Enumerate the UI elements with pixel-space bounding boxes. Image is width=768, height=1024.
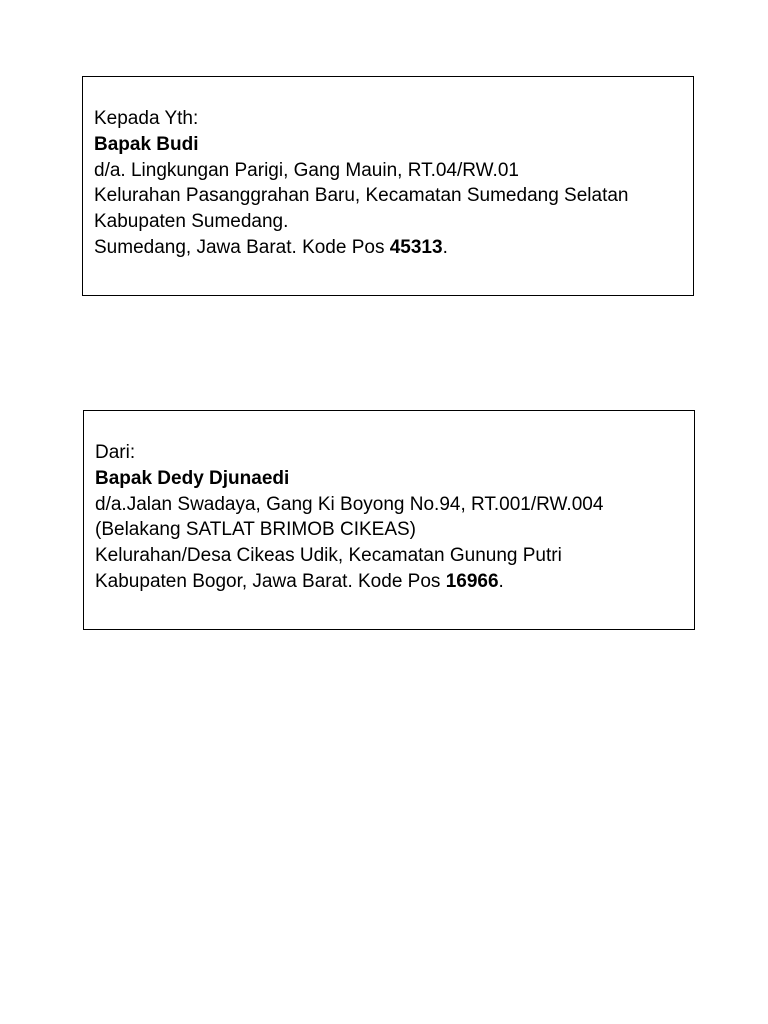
- recipient-postal-line: [94, 235, 693, 261]
- recipient-address-line-1: d/a. Lingkungan Parigi, Gang Mauin, RT.04/RW.01: [94, 159, 519, 181]
- sender-postal-line: [95, 569, 694, 595]
- sender-postal-code: 16966: [445, 570, 499, 592]
- recipient-name: Bapak Budi: [94, 133, 199, 155]
- sender-address-line-1: d/a.Jalan Swadaya, Gang Ki Boyong No.94, RT.001/RW.004: [95, 493, 604, 515]
- recipient-heading: Kepada Yth:: [94, 108, 199, 129]
- sender-address-line-2: (Belakang SATLAT BRIMOB CIKEAS): [95, 519, 416, 541]
- recipient-postal-code: 45313: [389, 236, 443, 258]
- sender-address-box: [83, 410, 695, 630]
- recipient-address-line-3: Kabupaten Sumedang.: [94, 211, 289, 233]
- recipient-address-line-2: Kelurahan Pasanggrahan Baru, Kecamatan Sumedang Selatan: [94, 185, 629, 207]
- sender-postal-suffix: .: [498, 570, 504, 592]
- recipient-address-box: [82, 76, 694, 296]
- recipient-postal-suffix: .: [442, 236, 448, 258]
- recipient-postal-prefix: Sumedang, Jawa Barat. Kode Pos: [94, 236, 390, 258]
- sender-postal-prefix: Kabupaten Bogor, Jawa Barat. Kode Pos: [95, 570, 446, 592]
- sender-name: Bapak Dedy Djunaedi: [95, 467, 290, 489]
- sender-address-line-3: Kelurahan/Desa Cikeas Udik, Kecamatan Gunung Putri: [95, 545, 562, 567]
- sender-heading: Dari:: [95, 442, 136, 463]
